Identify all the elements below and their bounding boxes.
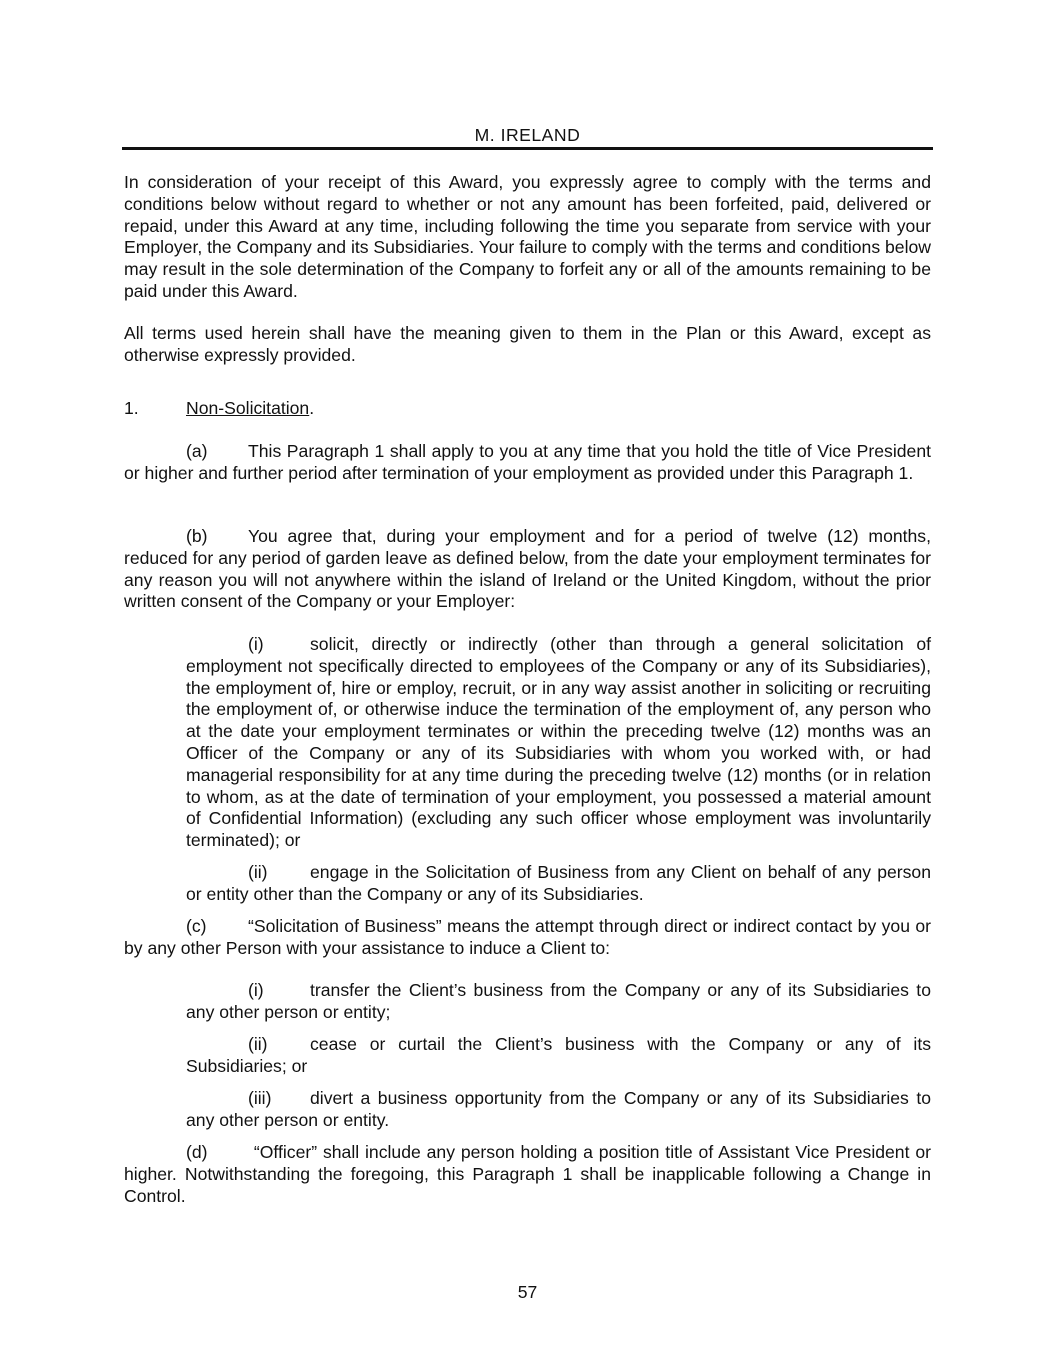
section-heading	[124, 398, 931, 420]
clause-c-i	[186, 980, 931, 1024]
clause-a-label: (a)	[186, 441, 208, 461]
intro-paragraph-1: In consideration of your receipt of this Award, you expressly agree to comply with the terms and conditions below without regard to whether or not any amount has been forfeited, paid, delivered or repaid, under this Award at any time, including following the time you separate from service with your Employer, the Company and its Subsidiaries. Your failure to comply with the terms and conditions below may result in the sole determination of the Company to forfeit any or all of the amounts remaining to be paid under this Award.	[124, 172, 931, 301]
page-number: 57	[517, 1282, 538, 1302]
clause-b-ii-label: (ii)	[248, 862, 268, 882]
clause-c-label: (c)	[186, 916, 207, 936]
clause-d-text: “Officer” shall include any person holding a position title of Assistant Vice President or higher. Notwithstanding the foregoing, this Paragraph 1 shall be inapplicable following a Change in Control.	[124, 1142, 931, 1206]
section-number: 1.	[124, 398, 139, 418]
clause-c	[124, 916, 931, 960]
section-title: Non-Solicitation	[186, 398, 310, 418]
clause-a-text: This Paragraph 1 shall apply to you at any time that you hold the title of Vice President or higher and further period after termination of your employment as provided under this Paragraph 1.	[124, 441, 931, 483]
clause-b	[124, 526, 931, 613]
intro-paragraph-2: All terms used herein shall have the meaning given to them in the Plan or this Award, except as otherwise expressly provided.	[124, 323, 931, 365]
clause-c-i-text: transfer the Client’s business from the Company or any of its Subsidiaries to any other person or entity;	[186, 980, 931, 1022]
clause-b-text: You agree that, during your employment and for a period of twelve (12) months, reduced for any period of garden leave as defined below, from the date your employment terminates for any reason you will not anywhere within the island of Ireland or the United Kingdom, without the prior written consent of the Company or your Employer:	[124, 526, 931, 612]
clause-c-iii-text: divert a business opportunity from the Company or any of its Subsidiaries to any other person or entity.	[186, 1088, 931, 1130]
clause-c-ii-text: cease or curtail the Client’s business with the Company or any of its Subsidiaries; or	[186, 1034, 931, 1076]
section-title-period: .	[309, 398, 315, 418]
clause-c-iii	[186, 1088, 931, 1132]
clause-c-ii	[186, 1034, 931, 1078]
clause-c-ii-label: (ii)	[248, 1034, 268, 1054]
clause-d	[124, 1142, 931, 1207]
clause-b-ii	[186, 862, 931, 906]
clause-a	[124, 441, 931, 485]
clause-d-label: (d)	[186, 1142, 208, 1162]
clause-c-i-label: (i)	[248, 980, 264, 1000]
clause-b-i	[186, 634, 931, 852]
page-header: M. IRELAND	[122, 125, 933, 150]
clause-b-i-label: (i)	[248, 634, 264, 654]
clause-b-ii-text: engage in the Solicitation of Business from any Client on behalf of any person or entity other than the Company or any of its Subsidiaries.	[186, 862, 931, 904]
clause-c-text: “Solicitation of Business” means the attempt through direct or indirect contact by you or by any other Person with your assistance to induce a Client to:	[124, 916, 931, 958]
clause-b-i-text: solicit, directly or indirectly (other than through a general solicitation of employment not specifically directed to employees of the Company or any of its Subsidiaries), the employment of, hire or employ, recruit, or in any way assist another in soliciting or recruiting the employment of, or otherwise induce the termination of the employment of, any person who at the date your employment terminates or within the preceding twelve (12) months was an Officer of the Company or any of its Subsidiaries with whom you worked with, or had managerial responsibility for at any time during the preceding twelve (12) months (or in relation to whom, as at the date of termination of your employment, you possessed a material amount of Confidential Information) (excluding any such officer whose employment was involuntarily terminated); or	[186, 634, 931, 851]
clause-c-iii-label: (iii)	[248, 1088, 272, 1108]
clause-b-label: (b)	[186, 526, 208, 546]
